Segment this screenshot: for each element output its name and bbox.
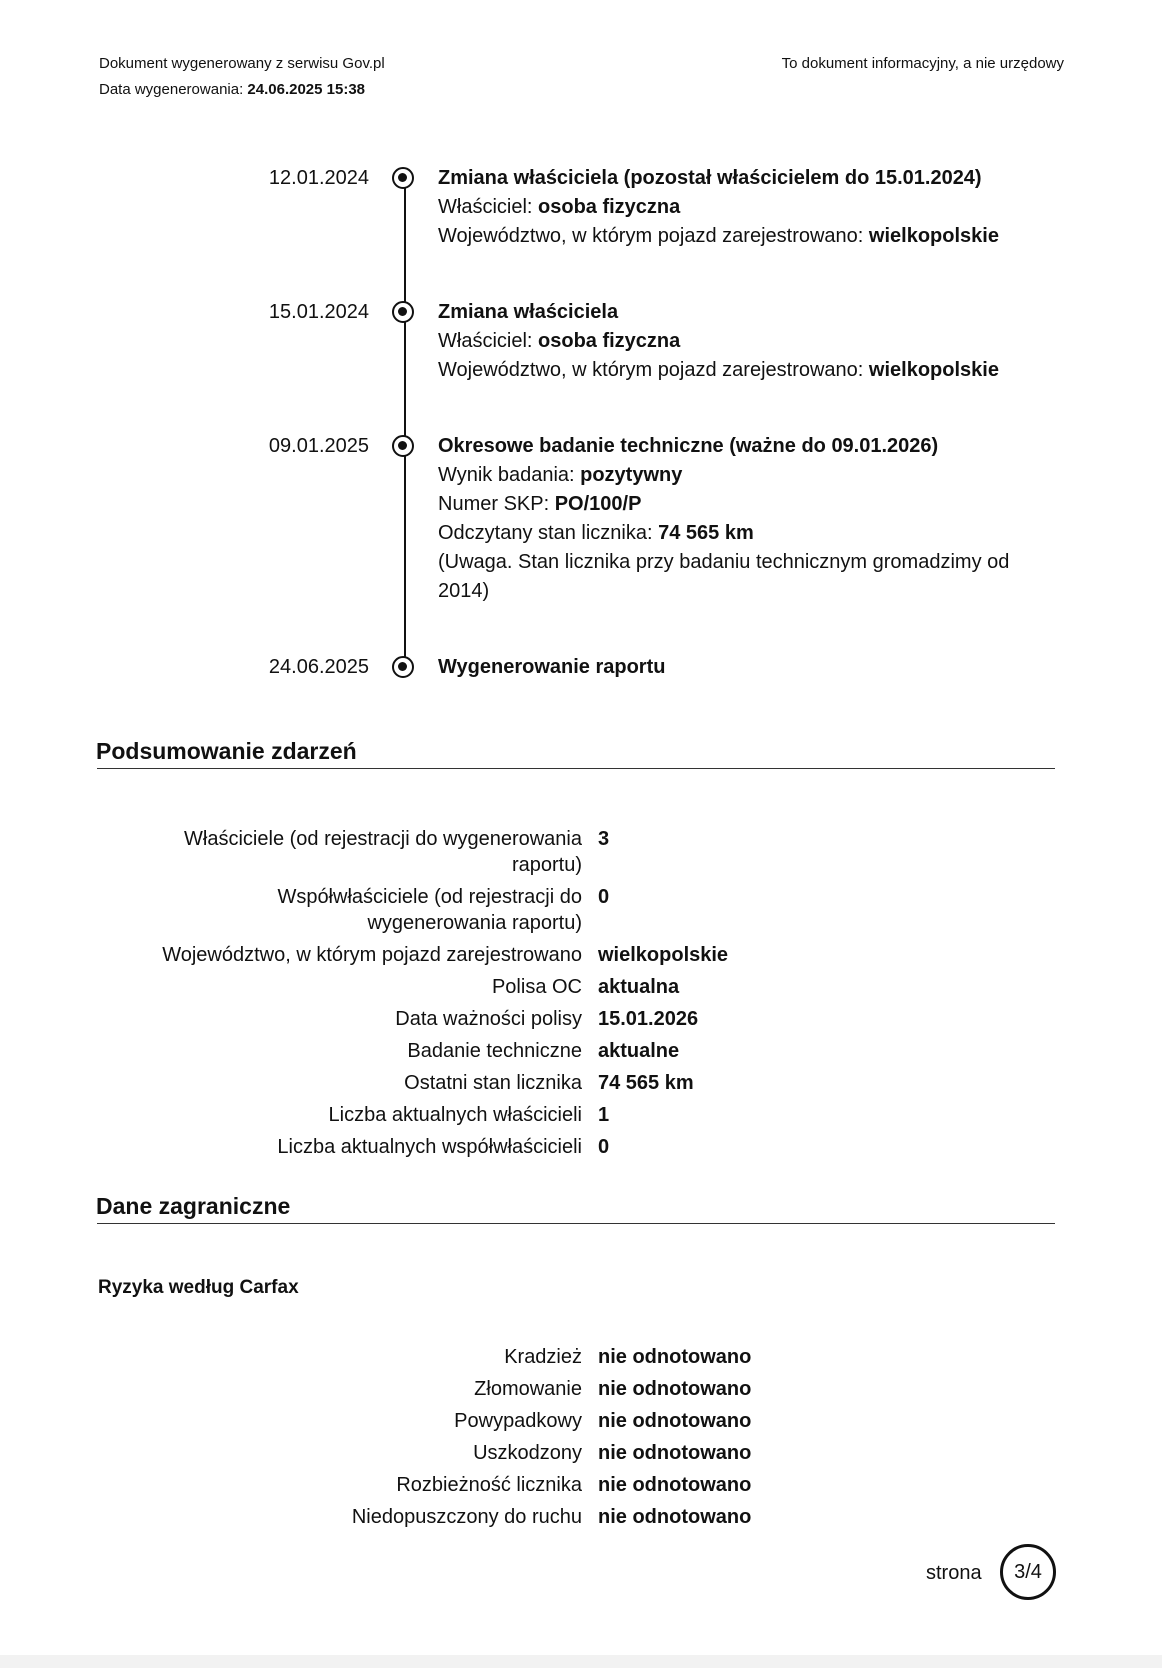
summary-row: [0, 1038, 1162, 1064]
carfax-value: nie odnotowano: [598, 1442, 752, 1464]
timeline-date: 09.01.2025: [268, 435, 369, 457]
summary-section-title: Podsumowanie zdarzeń: [96, 738, 357, 764]
carfax-row: [0, 1408, 1162, 1434]
line-value: osoba fizyczna: [538, 330, 681, 352]
timeline-line-item: [438, 222, 1018, 251]
summary-value: 3: [598, 828, 610, 850]
line-value: PO/100/P: [554, 493, 642, 515]
disclaimer-text: To dokument informacyjny, a nie urzędowy: [781, 55, 1064, 72]
carfax-label: Złomowanie: [474, 1378, 582, 1400]
summary-value: 0: [598, 1136, 610, 1158]
summary-row: [0, 974, 1162, 1000]
summary-value: 74 565 km: [598, 1072, 694, 1094]
summary-value: wielkopolskie: [598, 944, 729, 966]
summary-row: [0, 884, 1162, 936]
summary-row: [0, 826, 1162, 878]
carfax-label: Uszkodzony: [473, 1442, 582, 1464]
summary-label: Właściciele (od rejestracji do wygenerowania raportu): [184, 828, 582, 876]
summary-row: [0, 1070, 1162, 1096]
summary-value: aktualne: [598, 1040, 680, 1062]
timeline-line: [404, 177, 406, 667]
timeline-title: Zmiana właściciela: [438, 301, 619, 323]
timeline-title: Zmiana właściciela (pozostał właścicielem do 15.01.2024): [438, 167, 982, 189]
summary-row: [0, 1134, 1162, 1160]
section-divider: [97, 768, 1055, 769]
line-value: 74 565 km: [658, 522, 754, 544]
timeline-dot-icon: [392, 435, 414, 457]
carfax-row: [0, 1504, 1162, 1530]
line-value: osoba fizyczna: [538, 196, 681, 218]
timeline-line-item: [438, 461, 1018, 490]
timeline-body: [438, 653, 1018, 682]
timeline-body: [438, 432, 1018, 606]
section-divider: [97, 1223, 1055, 1224]
summary-value: aktualna: [598, 976, 680, 998]
timeline-body: [438, 164, 1018, 251]
summary-label: Badanie techniczne: [407, 1040, 582, 1062]
summary-label: Polisa OC: [491, 976, 582, 998]
timeline-dot-icon: [392, 656, 414, 678]
summary-row: [0, 1006, 1162, 1032]
summary-label: Ostatni stan licznika: [404, 1072, 582, 1094]
summary-row: [0, 1102, 1162, 1128]
summary-row: [0, 942, 1162, 968]
carfax-value: nie odnotowano: [598, 1474, 752, 1496]
summary-label: Współwłaściciele (od rejestracji do wygenerowania raportu): [277, 886, 582, 934]
line-value: pozytywny: [580, 464, 683, 486]
summary-value: 15.01.2026: [598, 1008, 699, 1030]
line-label: Województwo, w którym pojazd zarejestrowano:: [438, 359, 869, 381]
carfax-value: nie odnotowano: [598, 1506, 752, 1528]
line-label: Wynik badania:: [438, 464, 581, 486]
timeline-date: 15.01.2024: [268, 301, 369, 323]
carfax-label: Rozbieżność licznika: [396, 1474, 582, 1496]
timeline-dot-icon: [392, 167, 414, 189]
generated-date-label: Data wygenerowania:: [99, 81, 248, 98]
carfax-value: nie odnotowano: [598, 1346, 752, 1368]
timeline-line-item: [438, 519, 1018, 548]
timeline-line-item: [438, 193, 1018, 222]
timeline-dot-icon: [392, 301, 414, 323]
summary-label: Data ważności polisy: [395, 1008, 582, 1030]
carfax-label: Niedopuszczony do ruchu: [351, 1506, 582, 1528]
page-label: strona: [926, 1562, 982, 1584]
carfax-row: [0, 1440, 1162, 1466]
carfax-table: [0, 1344, 1162, 1536]
carfax-label: Powypadkowy: [454, 1410, 582, 1432]
timeline-title: Wygenerowanie raportu: [438, 656, 666, 678]
carfax-row: [0, 1376, 1162, 1402]
carfax-subtitle: Ryzyka według Carfax: [98, 1277, 299, 1298]
line-value: wielkopolskie: [868, 225, 999, 247]
carfax-value: nie odnotowano: [598, 1378, 752, 1400]
summary-table: [0, 826, 1162, 1166]
carfax-value: nie odnotowano: [598, 1410, 752, 1432]
timeline-line-item: [438, 327, 1018, 356]
source-text: Dokument wygenerowany z serwisu Gov.pl: [99, 55, 385, 72]
carfax-row: [0, 1344, 1162, 1370]
line-label: Województwo, w którym pojazd zarejestrowano:: [438, 225, 869, 247]
line-value: wielkopolskie: [868, 359, 999, 381]
line-label: Numer SKP:: [438, 493, 555, 515]
generated-date: [99, 77, 385, 103]
timeline-date: 24.06.2025: [268, 656, 369, 678]
generated-date-value: 24.06.2025 15:38: [247, 81, 366, 98]
timeline-line-item: [438, 490, 1018, 519]
foreign-section-title: Dane zagraniczne: [96, 1193, 291, 1219]
summary-label: Liczba aktualnych właścicieli: [328, 1104, 582, 1126]
carfax-row: [0, 1472, 1162, 1498]
timeline-date: 12.01.2024: [268, 167, 369, 189]
carfax-label: Kradzież: [504, 1346, 582, 1368]
timeline-body: [438, 298, 1018, 385]
timeline-line-item: [438, 356, 1018, 385]
line-label: Właściciel:: [438, 330, 539, 352]
timeline-note: (Uwaga. Stan licznika przy badaniu technicznym gromadzimy od 2014): [438, 551, 1010, 602]
summary-value: 0: [598, 886, 610, 908]
line-label: Odczytany stan licznika:: [438, 522, 659, 544]
summary-value: 1: [598, 1104, 610, 1126]
summary-label: Liczba aktualnych współwłaścicieli: [277, 1136, 582, 1158]
summary-label: Województwo, w którym pojazd zarejestrowano: [162, 944, 582, 966]
page-number-badge: 3/4: [1000, 1544, 1056, 1600]
footer-band: [0, 1655, 1162, 1668]
document-header-left: [99, 51, 385, 103]
timeline-title: Okresowe badanie techniczne (ważne do 09.01.2026): [438, 435, 939, 457]
line-label: Właściciel:: [438, 196, 539, 218]
